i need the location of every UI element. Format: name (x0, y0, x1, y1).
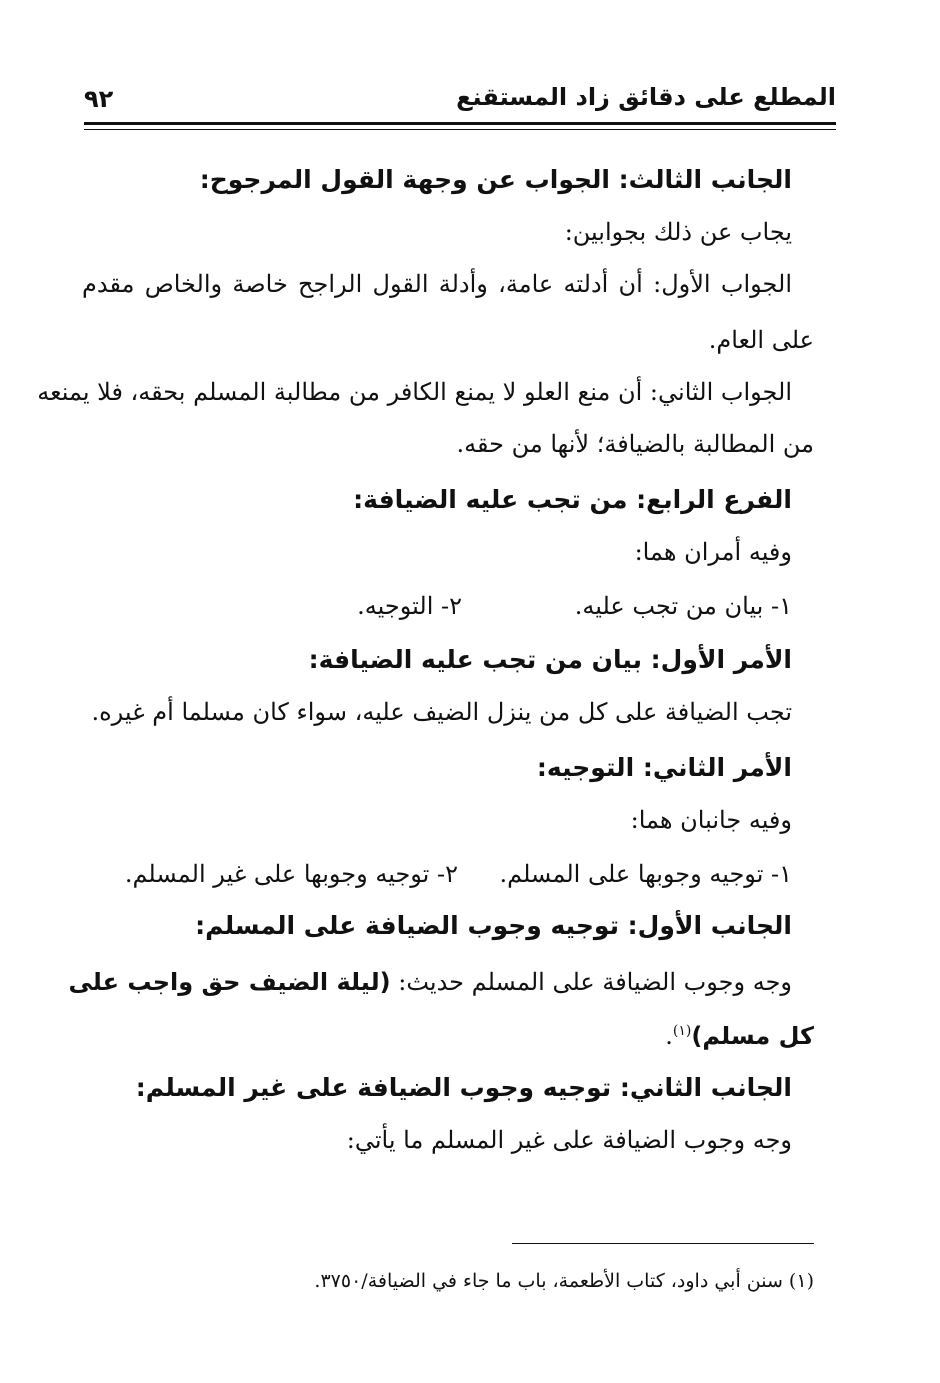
footnote-separator (512, 1243, 814, 1244)
hadith-text-continued: كل مسلم) (691, 1022, 814, 1050)
paragraph-second-answer-line2: من المطالبة بالضيافة؛ لأنها من حقه. (456, 430, 814, 458)
heading-fourth-branch: الفرع الرابع: من تجب عليه الضيافة: (353, 485, 792, 514)
paragraph-non-muslim: وجه وجوب الضيافة على غير المسلم ما يأتي: (346, 1126, 792, 1154)
paragraph-first-answer-line1: الجواب الأول: أن أدلته عامة، وأدلة القول الراجح خاصة والخاص مقدم (82, 270, 792, 298)
paragraph-two-answers: يجاب عن ذلك بجوابين: (564, 218, 792, 246)
heading-second-matter: الأمر الثاني: التوجيه: (536, 753, 792, 782)
heading-first-matter: الأمر الأول: بيان من تجب عليه الضيافة: (308, 645, 792, 674)
header-rule-thick (84, 122, 836, 125)
paragraph-hospitality-due: تجب الضيافة على كل من ينزل الضيف عليه، سواء كان مسلما أم غيره. (91, 698, 792, 726)
paragraph-two-sides: وفيه جانبان هما: (630, 806, 792, 834)
heading-second-side: الجانب الثاني: توجيه وجوب الضيافة على غير المسلم: (135, 1073, 792, 1102)
list-item-1: ١- بيان من تجب عليه. (574, 592, 792, 620)
sentence-end: . (665, 1022, 673, 1050)
list-item-2: ٢- التوجيه. (357, 592, 462, 620)
page-number: ٩٢ (84, 85, 114, 113)
heading-third-side: الجانب الثالث: الجواب عن وجهة القول المرجوح: (199, 165, 792, 194)
heading-first-side: الجانب الأول: توجيه وجوب الضيافة على المسلم: (195, 911, 792, 940)
book-title: المطلع على دقائق زاد المستقنع (456, 83, 836, 111)
footnote-reference[interactable]: (١) (672, 1023, 692, 1039)
paragraph-first-answer-line2: على العام. (708, 326, 814, 354)
paragraph-two-matters: وفيه أمران هما: (634, 538, 792, 566)
hadith-text: (ليلة الضيف حق واجب على (68, 968, 391, 996)
hadith-intro: وجه وجوب الضيافة على المسلم حديث: (398, 968, 792, 996)
list-item-1: ١- توجيه وجوبها على المسلم. (499, 860, 792, 888)
running-header (84, 80, 836, 120)
paragraph-hadith-line2 (0, 1016, 940, 1056)
footnote: (١) سنن أبي داود، كتاب الأطعمة، باب ما جاء في الضيافة/٣٧٥٠. (314, 1270, 814, 1292)
header-rule-thin (84, 129, 836, 130)
paragraph-hadith-line1 (0, 962, 940, 1002)
list-item-2: ٢- توجيه وجوبها على غير المسلم. (124, 860, 458, 888)
paragraph-second-answer-line1: الجواب الثاني: أن منع العلو لا يمنع الكافر من مطالبة المسلم بحقه، فلا يمنعه (37, 378, 792, 406)
